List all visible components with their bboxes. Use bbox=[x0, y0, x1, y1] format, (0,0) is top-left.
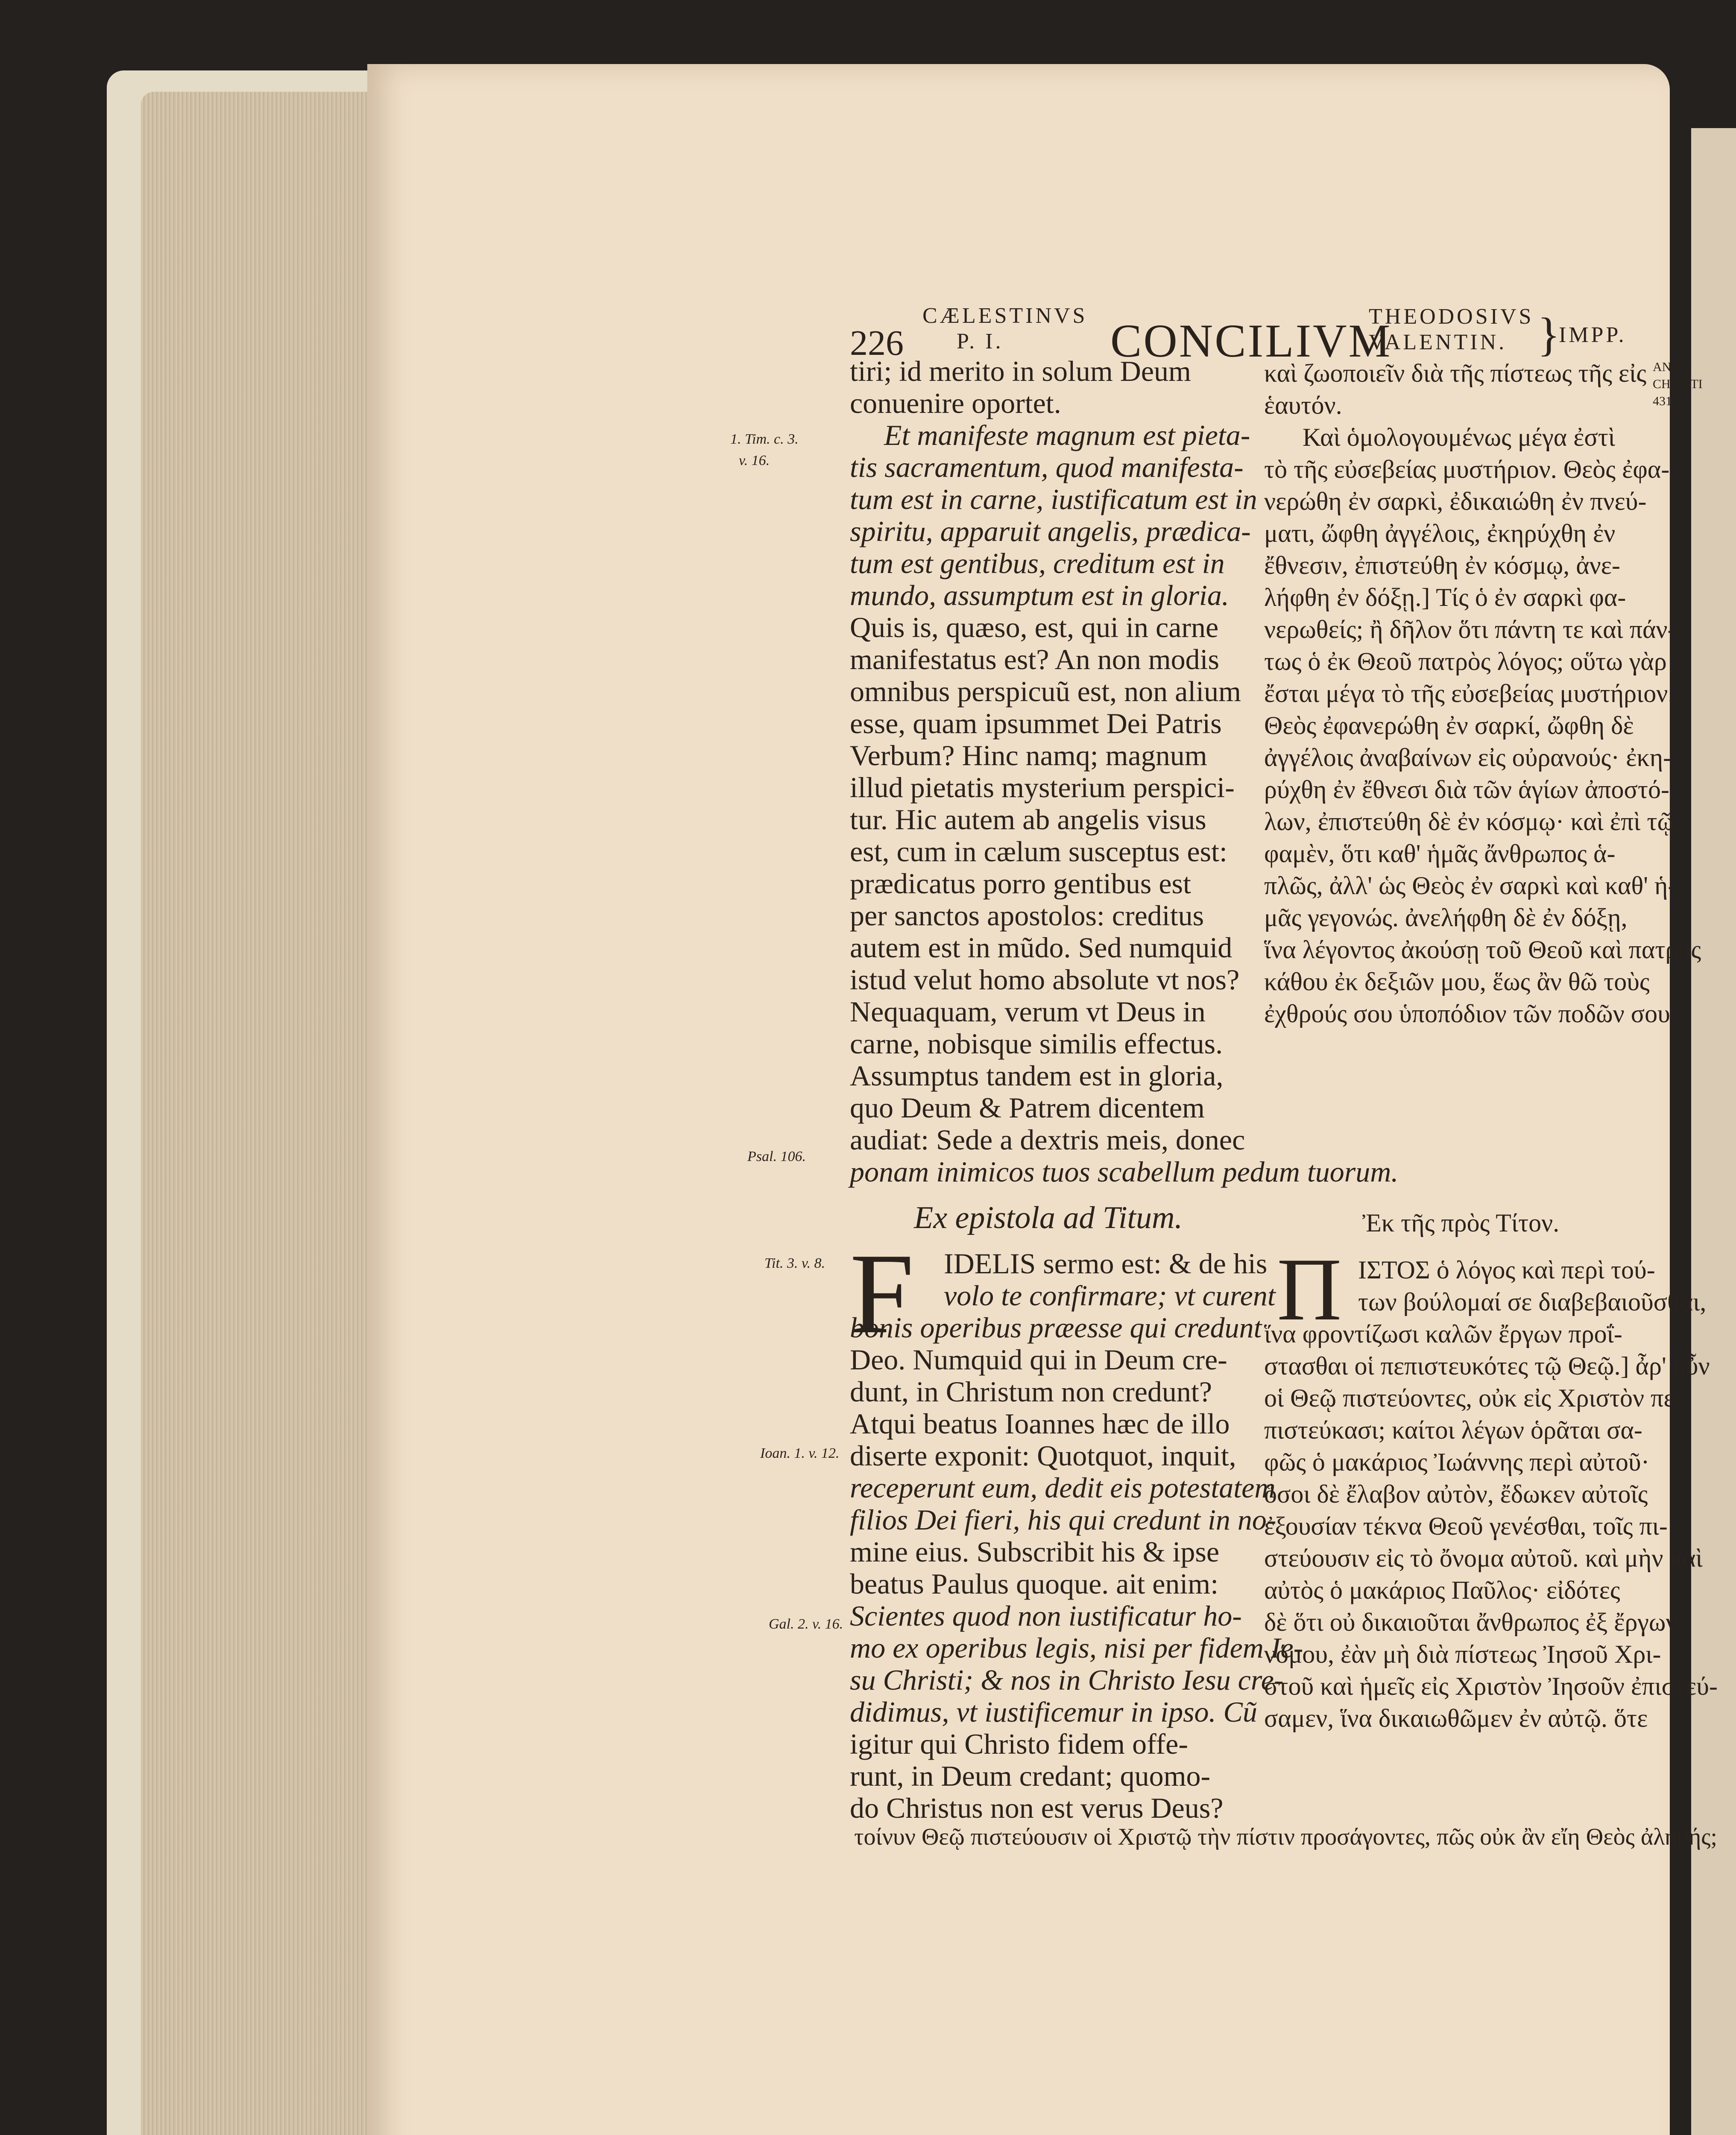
latin-line: tis sacramentum, quod manifesta- bbox=[850, 451, 1244, 483]
greek-line: ματι, ὤφθη ἀγγέλοις, ἐκηρύχθη ἐν bbox=[1264, 519, 1616, 547]
latin-line: tum est gentibus, creditum est in bbox=[850, 547, 1225, 579]
latin-line: Assumptus tandem est in gloria, bbox=[850, 1059, 1224, 1092]
latin-line: Quis is, quæso, est, qui in carne bbox=[850, 611, 1219, 643]
latin-line: omnibus perspicuũ est, non alium bbox=[850, 675, 1241, 708]
latin-drop-cap: F bbox=[850, 1230, 914, 1357]
latin-line: audiat: Sede a dextris meis, donec bbox=[850, 1123, 1245, 1156]
greek-line: ἀγγέλοις ἀναβαίνων εἰς οὐρανούς· ἐκη- bbox=[1264, 743, 1672, 772]
greek-line: τὸ τῆς εὐσεβείας μυστήριον. Θεὸς ἐφα- bbox=[1264, 455, 1670, 483]
latin-line: quo Deum & Patrem dicentem bbox=[850, 1091, 1205, 1124]
greek-line: ὅσοι δὲ ἔλαβον αὐτὸν, ἔδωκεν αὐτοῖς bbox=[1264, 1480, 1648, 1508]
latin-line: est, cum in cælum susceptus est: bbox=[850, 835, 1227, 868]
christi-label: CHRISTI bbox=[1653, 377, 1703, 391]
greek-line: πιστεύκασι; καίτοι λέγων ὁρᾶται σα- bbox=[1264, 1416, 1642, 1444]
greek-line: Καὶ ὁμολογουμένως μέγα ἐστὶ bbox=[1303, 423, 1616, 451]
latin-line: didimus, vt iustificemur in ipso. Cũ bbox=[850, 1696, 1257, 1728]
latin-line: filios Dei fieri, his qui credunt in no- bbox=[850, 1503, 1276, 1536]
latin-line: illud pietatis mysterium perspici- bbox=[850, 771, 1235, 804]
margin-ref: 1. Tim. c. 3. bbox=[730, 431, 799, 447]
latin-line: mine eius. Subscribit his & ipse bbox=[850, 1535, 1220, 1568]
latin-line: Et manifeste magnum est pieta- bbox=[884, 419, 1250, 451]
margin-ref: v. 16. bbox=[739, 453, 770, 468]
greek-line: Θεὸς ἐφανερώθη ἐν σαρκί, ὤφθη δὲ bbox=[1264, 711, 1634, 740]
greek-section-heading: Ἐκ τῆς πρὸς Τίτον. bbox=[1362, 1209, 1560, 1237]
greek-line: ρύχθη ἐν ἔθνεσι διὰ τῶν ἁγίων ἀποστό- bbox=[1264, 775, 1669, 804]
greek-line: τως ὁ ἐκ Θεοῦ πατρὸς λόγος; οὕτω γὰρ bbox=[1264, 647, 1667, 676]
greek-line: κάθου ἐκ δεξιῶν μου, ἕως ἂν θῶ τοὺς bbox=[1264, 968, 1650, 996]
greek-line: στεύουσιν εἰς τὸ ὄνομα αὐτοῦ. καὶ μὴν καὶ bbox=[1264, 1544, 1703, 1572]
header-pope-name: CÆLESTINVS bbox=[922, 304, 1088, 328]
greek-line: νερωθείς; ἢ δῆλον ὅτι πάντη τε καὶ πάν- bbox=[1264, 615, 1676, 643]
latin-line: Deo. Numquid qui in Deum cre- bbox=[850, 1343, 1227, 1376]
latin-line: beatus Paulus quoque. ait enim: bbox=[850, 1568, 1219, 1600]
page-edges bbox=[141, 92, 380, 2135]
header-emperor-2: VALENTIN. bbox=[1369, 330, 1507, 354]
greek-line: καὶ ζωοποιεῖν διὰ τῆς πίστεως τῆς εἰς bbox=[1264, 359, 1647, 387]
greek-line: ἐξουσίαν τέκνα Θεοῦ γενέσθαι, τοῖς πι- bbox=[1264, 1512, 1668, 1540]
page-number: 226 bbox=[850, 323, 904, 363]
latin-line: ponam inimicos tuos scabellum pedum tuorum. bbox=[850, 1155, 1399, 1188]
greek-line: φαμὲν, ὅτι καθ' ἡμᾶς ἄνθρωπος ἁ- bbox=[1264, 839, 1616, 868]
latin-line: Nequaquam, verum vt Deus in bbox=[850, 995, 1206, 1028]
latin-line: tum est in carne, iustificatum est in bbox=[850, 483, 1257, 515]
greek-line: νόμου, ἐὰν μὴ διὰ πίστεως Ἰησοῦ Χρι- bbox=[1264, 1640, 1661, 1668]
greek-line: ἵνα λέγοντος ἀκούσῃ τοῦ Θεοῦ καὶ πατρὸς bbox=[1264, 936, 1701, 964]
header-emperor-1: THEODOSIVS bbox=[1369, 304, 1534, 329]
greek-line: στασθαι οἱ πεπιστευκότες τῷ Θεῷ.] ἆρ' οὖν bbox=[1264, 1352, 1710, 1380]
latin-line: mo ex operibus legis, nisi per fidem Ie- bbox=[850, 1632, 1303, 1664]
greek-line: ΙΣΤΟΣ ὁ λόγος καὶ περὶ τού- bbox=[1358, 1256, 1655, 1284]
latin-line: Verbum? Hinc namq; magnum bbox=[850, 739, 1207, 772]
margin-ref: Psal. 106. bbox=[747, 1149, 806, 1164]
greek-line: ἔσται μέγα τὸ τῆς εὐσεβείας μυστήριον. bbox=[1264, 679, 1675, 708]
latin-line: runt, in Deum credant; quomo- bbox=[850, 1760, 1211, 1792]
margin-ref: Gal. 2. v. 16. bbox=[769, 1616, 843, 1632]
latin-line: Atqui beatus Ioannes hæc de illo bbox=[850, 1407, 1230, 1440]
latin-line: manifestatus est? An non modis bbox=[850, 643, 1220, 676]
greek-line: ἑαυτόν. bbox=[1264, 391, 1342, 419]
latin-line: conuenire oportet. bbox=[850, 387, 1061, 419]
latin-line: mundo, assumptum est in gloria. bbox=[850, 579, 1229, 611]
greek-line: τοίνυν Θεῷ πιστεύουσιν οἱ Χριστῷ τὴν πίστιν προσάγοντες, πῶς οὐκ ἂν εἴη Θεὸς ἀληθής; bbox=[854, 1824, 1717, 1850]
latin-line: Scientes quod non iustificatur ho- bbox=[850, 1600, 1242, 1632]
greek-line: ἵνα φροντίζωσι καλῶν ἔργων προΐ- bbox=[1264, 1320, 1622, 1348]
greek-drop-cap: Π bbox=[1277, 1240, 1342, 1339]
greek-line: πλῶς, ἀλλ' ὡς Θεὸς ἐν σαρκὶ καὶ καθ' ἡ- bbox=[1264, 872, 1677, 900]
latin-line: diserte exponit: Quotquot, inquit, bbox=[850, 1439, 1236, 1472]
header-brace: } bbox=[1537, 308, 1560, 360]
margin-ref: Ioan. 1. v. 12. bbox=[760, 1445, 840, 1461]
latin-line: per sanctos apostolos: creditus bbox=[850, 899, 1204, 932]
latin-line: dunt, in Christum non credunt? bbox=[850, 1375, 1212, 1408]
greek-line: φῶς ὁ μακάριος Ἰωάννης περὶ αὐτοῦ· bbox=[1264, 1448, 1650, 1476]
latin-line: tiri; id merito in solum Deum bbox=[850, 355, 1191, 387]
latin-line: istud velut homo absolute vt nos? bbox=[850, 963, 1240, 996]
latin-line: bonis operibus præesse qui credunt bbox=[850, 1311, 1262, 1344]
latin-line: autem est in mũdo. Sed numquid bbox=[850, 931, 1232, 964]
latin-line: receperunt eum, dedit eis potestatem bbox=[850, 1471, 1276, 1504]
greek-line: λήφθη ἐν δόξῃ.] Τίς ὁ ἐν σαρκὶ φα- bbox=[1264, 583, 1626, 611]
greek-line: ἐχθρούς σου ὑποπόδιον τῶν ποδῶν σου. bbox=[1264, 1000, 1677, 1028]
latin-section-heading: Ex epistola ad Titum. bbox=[914, 1200, 1183, 1235]
greek-line: στοῦ καὶ ἡμεῖς εἰς Χριστὸν Ἰησοῦν ἐπιστεύ- bbox=[1264, 1672, 1718, 1700]
greek-line: των βούλομαί σε διαβεβαιοῦσθαι, bbox=[1358, 1288, 1707, 1316]
greek-line: αὐτὸς ὁ μακάριος Παῦλος· εἰδότες bbox=[1264, 1576, 1620, 1604]
latin-line: spiritu, apparuit angelis, prædica- bbox=[850, 515, 1251, 547]
latin-line: su Christi; & nos in Christo Iesu cre- bbox=[850, 1664, 1284, 1696]
margin-ref: Tit. 3. v. 8. bbox=[764, 1255, 825, 1271]
latin-line: carne, nobisque similis effectus. bbox=[850, 1027, 1223, 1060]
greek-line: λων, ἐπιστεύθη δὲ ἐν κόσμῳ· καὶ ἐπὶ τῷ bbox=[1264, 807, 1675, 836]
latin-line: IDELIS sermo est: & de his bbox=[944, 1247, 1268, 1280]
latin-line: tur. Hic autem ab angelis visus bbox=[850, 803, 1206, 836]
latin-line: igitur qui Christo fidem offe- bbox=[850, 1728, 1188, 1760]
greek-line: μᾶς γεγονώς. ἀνελήφθη δὲ ἐν δόξῃ, bbox=[1264, 904, 1628, 932]
greek-line: σαμεν, ἵνα δικαιωθῶμεν ἐν αὐτῷ. ὅτε bbox=[1264, 1704, 1648, 1732]
greek-line: ἔθνεσιν, ἐπιστεύθη ἐν κόσμῳ, ἀνε- bbox=[1264, 551, 1620, 579]
header-title: CONCILIVM bbox=[1110, 315, 1392, 367]
year-label: 431. bbox=[1653, 394, 1675, 408]
latin-line: do Christus non est verus Deus? bbox=[850, 1792, 1224, 1824]
year-side-note bbox=[1653, 359, 1703, 410]
latin-line: esse, quam ipsummet Dei Patris bbox=[850, 707, 1222, 740]
latin-line: prædicatus porro gentibus est bbox=[850, 867, 1191, 900]
header-impp: IMPP. bbox=[1559, 323, 1627, 347]
latin-line: volo te confirmare; vt curent bbox=[944, 1279, 1276, 1312]
header-pope-number: P. I. bbox=[957, 329, 1004, 354]
greek-line: οἱ Θεῷ πιστεύοντες, οὐκ εἰς Χριστὸν πε- bbox=[1264, 1384, 1683, 1412]
greek-line: δὲ ὅτι οὐ δικαιοῦται ἄνθρωπος ἐξ ἔργων bbox=[1264, 1608, 1677, 1636]
anno-label: ANNO bbox=[1653, 360, 1690, 374]
greek-line: νερώθη ἐν σαρκὶ, ἐδικαιώθη ἐν πνεύ- bbox=[1264, 487, 1647, 515]
